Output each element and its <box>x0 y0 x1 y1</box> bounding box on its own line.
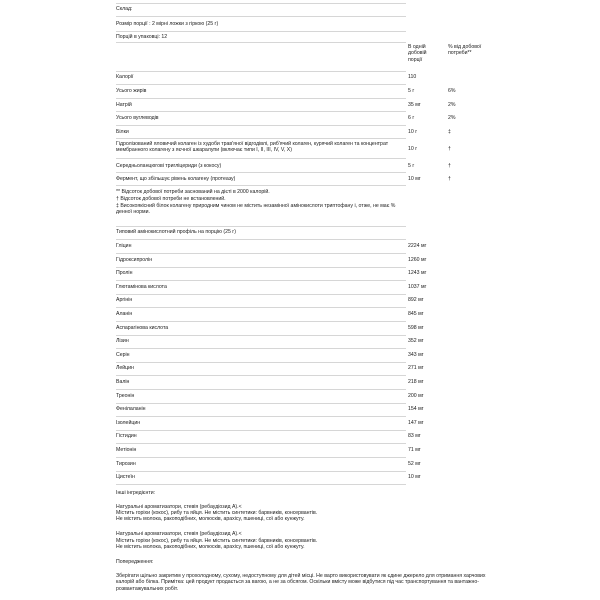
other-ingredients-line: Натуральні ароматизатори, стевія (ребаудіозид А).< <box>116 504 242 510</box>
amino-row <box>116 365 486 371</box>
nutrition-row <box>116 176 486 182</box>
nutrient-percent: † <box>448 146 451 152</box>
nutrient-name: Гідролізований яловичий колаген із худоби трав'яної відгодівлі, риб'ячий колаген, курячий колаген та концентрат мембранного колагену з яєчної шкаралупи (включає типи I, II, III, IV, V, X) <box>116 141 389 154</box>
divider <box>116 403 406 404</box>
nutrition-row <box>116 74 486 80</box>
divider <box>116 239 406 240</box>
nutrient-amount: 5 г <box>408 163 415 169</box>
nutrient-name: Усього жирів <box>116 88 147 94</box>
amino-row <box>116 284 486 290</box>
nutrition-row <box>116 163 486 169</box>
divider <box>116 138 406 139</box>
amino-row <box>116 406 486 412</box>
amino-acid-amount: 10 мг <box>408 474 421 481</box>
amino-row <box>116 352 486 358</box>
nutrient-percent: † <box>448 163 451 169</box>
amino-acid-amount: 218 мг <box>408 379 424 385</box>
amino-acid-name: Фенілаланін <box>116 406 146 413</box>
amino-row <box>116 270 486 276</box>
amino-profile-title: Типовий амінокислотний профіль на порцію (25 г) <box>116 229 236 235</box>
nutrition-row <box>116 141 486 154</box>
amino-acid-name: Глютамінова кислота <box>116 283 167 290</box>
other-ingredients-line: Містить горіхи (кокос), рибу та яйця. Не містить синтетики: барвників, консервантів. <box>116 538 318 544</box>
nutrient-amount: 35 мг <box>408 102 421 108</box>
amino-acid-name: Валін <box>116 379 130 385</box>
nutrient-name: Натрій <box>116 102 132 108</box>
amino-acid-amount: 271 мг <box>408 365 424 372</box>
warning-title: Попередження: <box>116 559 154 565</box>
divider <box>116 71 406 72</box>
divider <box>116 375 406 376</box>
amino-acid-name: Цистеїн <box>116 474 135 481</box>
amino-row <box>116 461 486 467</box>
divider <box>116 389 406 390</box>
divider <box>116 3 406 4</box>
amino-acid-amount: 52 мг <box>408 460 421 467</box>
amino-acid-name: Тирозин <box>116 460 136 467</box>
amino-acid-name: Ізолейцин <box>116 419 141 426</box>
amino-row <box>116 420 486 426</box>
nutrient-percent: ‡ <box>448 129 451 135</box>
amino-acid-name: Аспарагінова кислота <box>116 324 169 331</box>
divider <box>116 471 406 472</box>
amino-acid-amount: 892 мг <box>408 297 424 304</box>
serving-size: Розмір порції : 2 мірні ложки з гіркою (25 г) <box>116 21 219 27</box>
nutrient-name: Фермент, що збільшує рівень колагену (протеазу) <box>116 176 236 182</box>
servings-per-container: Порцій в упаковці: 12 <box>116 34 168 40</box>
amino-acid-name: Серін <box>116 351 130 358</box>
divider <box>116 172 406 173</box>
divider <box>116 226 406 227</box>
amino-acid-amount: 2224 мг <box>408 243 427 249</box>
warning-text: Зберігати щільно закритим у прохолодному, сухому, недоступному для дітей місці. Не варто використовувати як єдине джерело для отримання харчових калорій або білка. Примітка: цей продукт продається за вагою, а не за обсягом. Оскільки вмісту може відбутися під час транспортування та вантажно-розвантажувальних робіт. <box>116 573 486 592</box>
amino-row <box>116 257 486 263</box>
amino-acid-name: Гідроксипролін <box>116 256 153 263</box>
amino-acid-amount: 71 мг <box>408 447 421 453</box>
nutrient-amount: 6 г <box>408 115 415 121</box>
nutrition-row <box>116 88 486 94</box>
amount-column-header: В одній добовій порції <box>408 44 427 63</box>
amino-acid-amount: 343 мг <box>408 351 424 358</box>
divider <box>116 307 406 308</box>
nutrient-amount: 10 г <box>408 129 418 135</box>
amino-acid-name: Гістидин <box>116 433 137 440</box>
divider <box>116 348 406 349</box>
amino-acid-amount: 1037 мг <box>408 283 427 290</box>
footnote: ‡ Високоякісний білок колагену природним чином не містить незамінної амінокислоти триптофану і, отже, не має % денної норми. <box>116 203 396 216</box>
divider <box>116 443 406 444</box>
amino-acid-name: Аланін <box>116 311 133 317</box>
footnote: ** Відсоток добової потреби заснований на дієті в 2000 калорій. <box>116 189 270 195</box>
divider <box>116 335 406 336</box>
amino-acid-amount: 154 мг <box>408 406 424 413</box>
nutrient-percent: 6% <box>448 88 456 94</box>
amino-acid-name: Лізин <box>116 338 129 345</box>
other-ingredients-line: Не містить молока, ракоподібних, молюсків, арахісу, пшениці, сої або кунжуту. <box>116 516 305 522</box>
divider <box>116 16 406 17</box>
amino-acid-name: Лейцин <box>116 365 134 372</box>
amino-row <box>116 297 486 303</box>
other-ingredients-line: Містить горіхи (кокос), рибу та яйця. Не містить синтетики: барвників, консервантів. <box>116 510 318 516</box>
nutrient-amount: 5 г <box>408 88 415 94</box>
amino-acid-amount: 352 мг <box>408 338 424 345</box>
amino-acid-amount: 200 мг <box>408 392 424 399</box>
amino-row <box>116 379 486 385</box>
nutrient-amount: 10 г <box>408 146 418 152</box>
divider <box>116 484 406 485</box>
other-ingredients-title: Інші інгредієнти: <box>116 490 156 496</box>
divider <box>116 362 406 363</box>
nutrient-name: Калорії <box>116 74 134 80</box>
nutrient-name: Білки <box>116 129 129 135</box>
divider <box>116 185 406 186</box>
divider <box>116 457 406 458</box>
amino-acid-name: Треонін <box>116 392 135 399</box>
percent-column-header: % від добової потреби** <box>448 44 482 57</box>
amino-acid-amount: 598 мг <box>408 324 424 331</box>
divider <box>116 430 406 431</box>
other-ingredients-line: Натуральні ароматизатори, стевія (ребаудіозид А).< <box>116 531 242 537</box>
divider <box>116 84 406 85</box>
amino-acid-name: Пролін <box>116 270 133 277</box>
amino-acid-name: Метіонін <box>116 447 137 453</box>
other-ingredients-line: Не містить молока, ракоподібних, молюсків, арахісу, пшениці, сої або кунжуту. <box>116 544 305 550</box>
divider <box>116 42 406 43</box>
nutrient-name: Усього вуглеводів <box>116 115 159 121</box>
nutrient-percent: 2% <box>448 102 456 108</box>
nutrition-row <box>116 102 486 108</box>
nutrition-row <box>116 129 486 135</box>
amino-acid-amount: 1243 мг <box>408 270 427 277</box>
nutrient-percent: 2% <box>448 115 456 121</box>
divider <box>116 321 406 322</box>
amino-row <box>116 338 486 344</box>
amino-row <box>116 311 486 317</box>
amino-acid-amount: 147 мг <box>408 419 424 426</box>
ingredients-label: Склад: <box>116 6 133 12</box>
amino-acid-name: Аргінін <box>116 297 133 304</box>
amino-row <box>116 474 486 480</box>
divider <box>116 253 406 254</box>
amino-row <box>116 447 486 453</box>
amino-row <box>116 433 486 439</box>
divider <box>116 280 406 281</box>
divider <box>116 267 406 268</box>
amino-acid-name: Гліцин <box>116 243 132 249</box>
divider <box>116 31 406 32</box>
nutrient-amount: 110 <box>408 74 417 80</box>
divider <box>116 158 406 159</box>
footnote: † Відсоток добової потреби не встановлений. <box>116 196 226 202</box>
divider <box>116 98 406 99</box>
divider <box>116 416 406 417</box>
divider <box>116 294 406 295</box>
divider <box>116 125 406 126</box>
nutrient-amount: 10 мг <box>408 176 421 182</box>
nutrition-row <box>116 115 486 121</box>
nutrient-name: Середньоланцюгові тригліцериди (з кокосу) <box>116 163 222 169</box>
amino-row <box>116 393 486 399</box>
nutrient-percent: † <box>448 176 451 182</box>
amino-acid-amount: 845 мг <box>408 311 424 317</box>
divider <box>116 111 406 112</box>
amino-acid-amount: 83 мг <box>408 433 421 440</box>
amino-row <box>116 243 486 249</box>
amino-acid-amount: 1260 мг <box>408 256 427 263</box>
amino-row <box>116 325 486 331</box>
